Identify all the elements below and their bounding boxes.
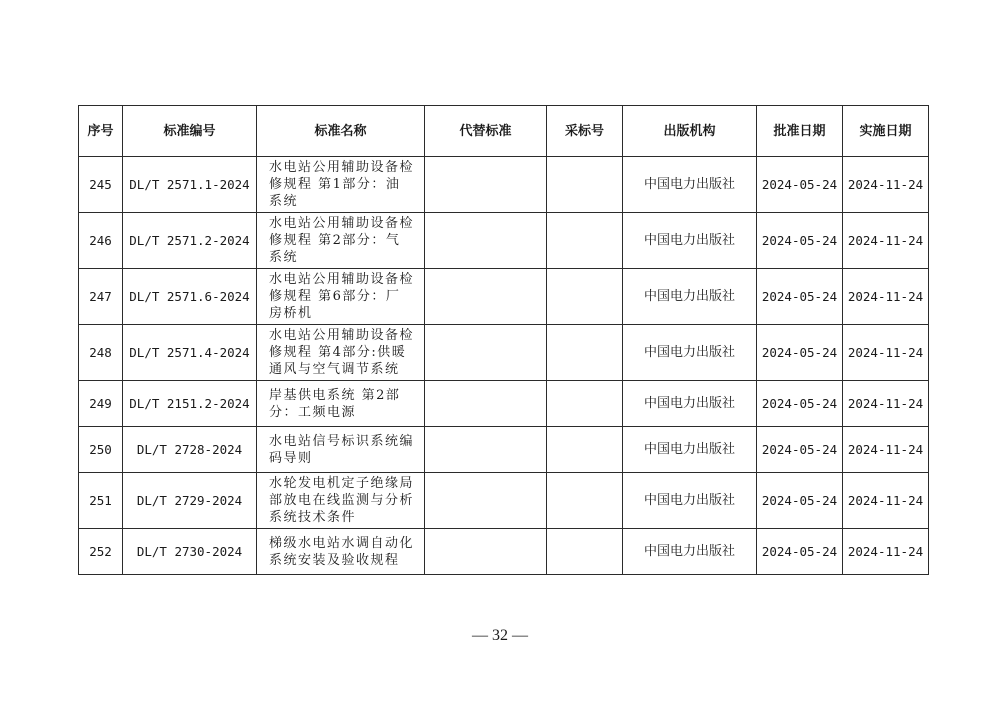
cell-publisher: 中国电力出版社: [623, 325, 757, 381]
cell-approved: 2024-05-24: [757, 529, 843, 575]
table-row: [79, 473, 929, 529]
cell-adopted: [547, 213, 623, 269]
cell-effective: 2024-11-24: [843, 325, 929, 381]
table-row: [79, 427, 929, 473]
table-row: [79, 529, 929, 575]
header-code: 标准编号: [123, 106, 257, 157]
cell-replaces: [425, 157, 547, 213]
cell-no: 246: [79, 213, 123, 269]
cell-effective: 2024-11-24: [843, 473, 929, 529]
cell-adopted: [547, 157, 623, 213]
table-header: [79, 106, 929, 157]
cell-approved: 2024-05-24: [757, 427, 843, 473]
cell-name: 水电站信号标识系统编码导则: [257, 427, 425, 473]
cell-name: 水电站公用辅助设备检修规程 第4部分:供暖通风与空气调节系统: [257, 325, 425, 381]
table-row: [79, 213, 929, 269]
cell-publisher: 中国电力出版社: [623, 473, 757, 529]
cell-code: DL/T 2728-2024: [123, 427, 257, 473]
cell-no: 245: [79, 157, 123, 213]
cell-adopted: [547, 427, 623, 473]
cell-code: DL/T 2571.6-2024: [123, 269, 257, 325]
cell-approved: 2024-05-24: [757, 269, 843, 325]
header-adopted: 采标号: [547, 106, 623, 157]
cell-name: 岸基供电系统 第2部分：工频电源: [257, 381, 425, 427]
cell-replaces: [425, 325, 547, 381]
cell-adopted: [547, 269, 623, 325]
cell-code: DL/T 2571.1-2024: [123, 157, 257, 213]
page-number: — 32 —: [472, 627, 528, 644]
cell-effective: 2024-11-24: [843, 381, 929, 427]
cell-publisher: 中国电力出版社: [623, 213, 757, 269]
cell-code: DL/T 2571.4-2024: [123, 325, 257, 381]
cell-replaces: [425, 427, 547, 473]
cell-name: 水电站公用辅助设备检修规程 第1部分：油系统: [257, 157, 425, 213]
header-name: 标准名称: [257, 106, 425, 157]
cell-no: 251: [79, 473, 123, 529]
header-effective: 实施日期: [843, 106, 929, 157]
cell-code: DL/T 2151.2-2024: [123, 381, 257, 427]
cell-adopted: [547, 529, 623, 575]
cell-effective: 2024-11-24: [843, 213, 929, 269]
cell-code: DL/T 2571.2-2024: [123, 213, 257, 269]
cell-no: 249: [79, 381, 123, 427]
cell-effective: 2024-11-24: [843, 269, 929, 325]
cell-replaces: [425, 269, 547, 325]
cell-replaces: [425, 381, 547, 427]
cell-publisher: 中国电力出版社: [623, 157, 757, 213]
cell-approved: 2024-05-24: [757, 325, 843, 381]
cell-replaces: [425, 529, 547, 575]
cell-publisher: 中国电力出版社: [623, 269, 757, 325]
cell-no: 247: [79, 269, 123, 325]
cell-code: DL/T 2730-2024: [123, 529, 257, 575]
table-row: [79, 269, 929, 325]
cell-replaces: [425, 213, 547, 269]
cell-publisher: 中国电力出版社: [623, 381, 757, 427]
cell-approved: 2024-05-24: [757, 213, 843, 269]
cell-name: 梯级水电站水调自动化系统安装及验收规程: [257, 529, 425, 575]
header-replaces: 代替标准: [425, 106, 547, 157]
cell-effective: 2024-11-24: [843, 157, 929, 213]
cell-approved: 2024-05-24: [757, 381, 843, 427]
cell-adopted: [547, 381, 623, 427]
cell-approved: 2024-05-24: [757, 473, 843, 529]
header-publisher: 出版机构: [623, 106, 757, 157]
table-row: [79, 325, 929, 381]
standards-table: [78, 105, 929, 575]
cell-publisher: 中国电力出版社: [623, 529, 757, 575]
table-row: [79, 157, 929, 213]
header-approved: 批准日期: [757, 106, 843, 157]
cell-no: 252: [79, 529, 123, 575]
cell-approved: 2024-05-24: [757, 157, 843, 213]
cell-publisher: 中国电力出版社: [623, 427, 757, 473]
cell-no: 250: [79, 427, 123, 473]
cell-adopted: [547, 325, 623, 381]
cell-adopted: [547, 473, 623, 529]
cell-effective: 2024-11-24: [843, 427, 929, 473]
cell-replaces: [425, 473, 547, 529]
cell-name: 水电站公用辅助设备检修规程 第6部分：厂房桥机: [257, 269, 425, 325]
cell-code: DL/T 2729-2024: [123, 473, 257, 529]
cell-effective: 2024-11-24: [843, 529, 929, 575]
table-row: [79, 381, 929, 427]
cell-name: 水电站公用辅助设备检修规程 第2部分：气系统: [257, 213, 425, 269]
cell-name: 水轮发电机定子绝缘局部放电在线监测与分析系统技术条件: [257, 473, 425, 529]
header-no: 序号: [79, 106, 123, 157]
cell-no: 248: [79, 325, 123, 381]
